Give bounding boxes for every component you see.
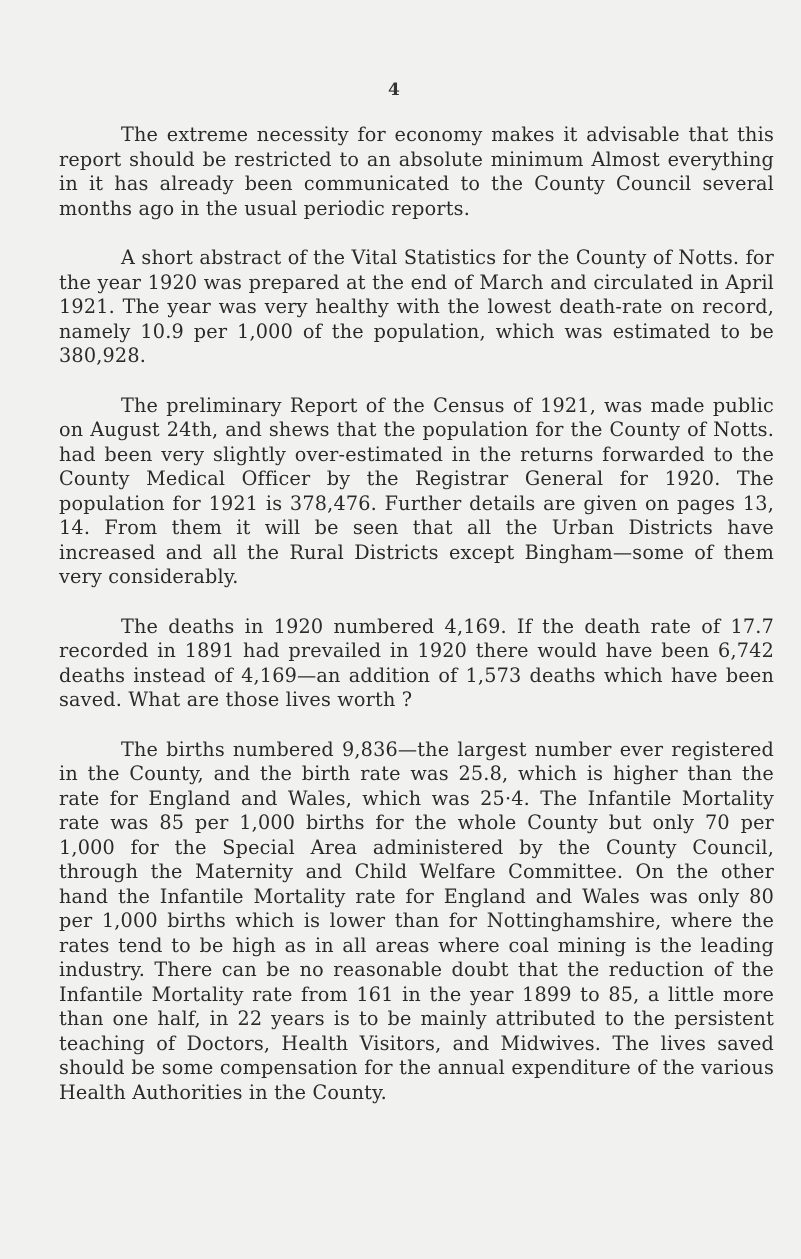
paragraph-deaths: The deaths in 1920 numbered 4,169. If the death rate of 17.7 recorded in 1891 had prevailed in 1920 there would have been 6,742 deaths instead of 4,169—an addition of 1,573 deaths which have been saved. What are those lives worth ? bbox=[59, 614, 774, 711]
paragraph-economy: The extreme necessity for economy makes it advisable that this report should be restricted to an absolute minimum Almost everything in it has already been communicated to the County Council several months ago in the usual periodic reports. bbox=[59, 123, 774, 220]
paragraph-vital-statistics: A short abstract of the Vital Statistics for the County of Notts. for the year 1920 was prepared at the end of March and circulated in April 1921. The year was very healthy with the lowest death-rate on record, namely 10.9 per 1,000 of the population, which was estimated to be 380,928. bbox=[59, 246, 774, 367]
paragraph-births: The births numbered 9,836—the largest number ever registered in the County, and the birth rate was 25.8, which is higher than the rate for England and Wales, which was 25·4. The Infantile Mortality rate was 85 per 1,000 births for the whole County but only 70 per 1,000 for the Special Area administered by the County Council, through the Maternity and Child Welfare Committee. On the other hand the Infantile Mortality rate for England and Wales was only 80 per 1,000 births which is lower than for Nottinghamshire, where the rates tend to be high as in all areas where coal mining is the leading industry. There can be no reasonable doubt that the reduction of the Infantile Mortality rate from 161 in the year 1899 to 85, a little more than one half, in 22 years is to be mainly attributed to the persistent teaching of Doctors, Health Visitors, and Midwives. The lives saved should be some compensation for the annual expenditure of the various Health Authorities in the County. bbox=[59, 737, 774, 1104]
report-body bbox=[59, 123, 774, 1130]
paragraph-census: The preliminary Report of the Census of 1921, was made public on August 24th, and shews that the population for the County of Notts. had been very slightly over-estimated in the returns forwarded to the County Medical Officer by the Registrar General for 1920. The population for 1921 is 378,476. Further details are given on pages 13, 14. From them it will be seen that all the Urban Districts have increased and all the Rural Districts except Bingham—some of them very considerably. bbox=[59, 393, 774, 588]
page-number: 4 bbox=[388, 80, 400, 100]
